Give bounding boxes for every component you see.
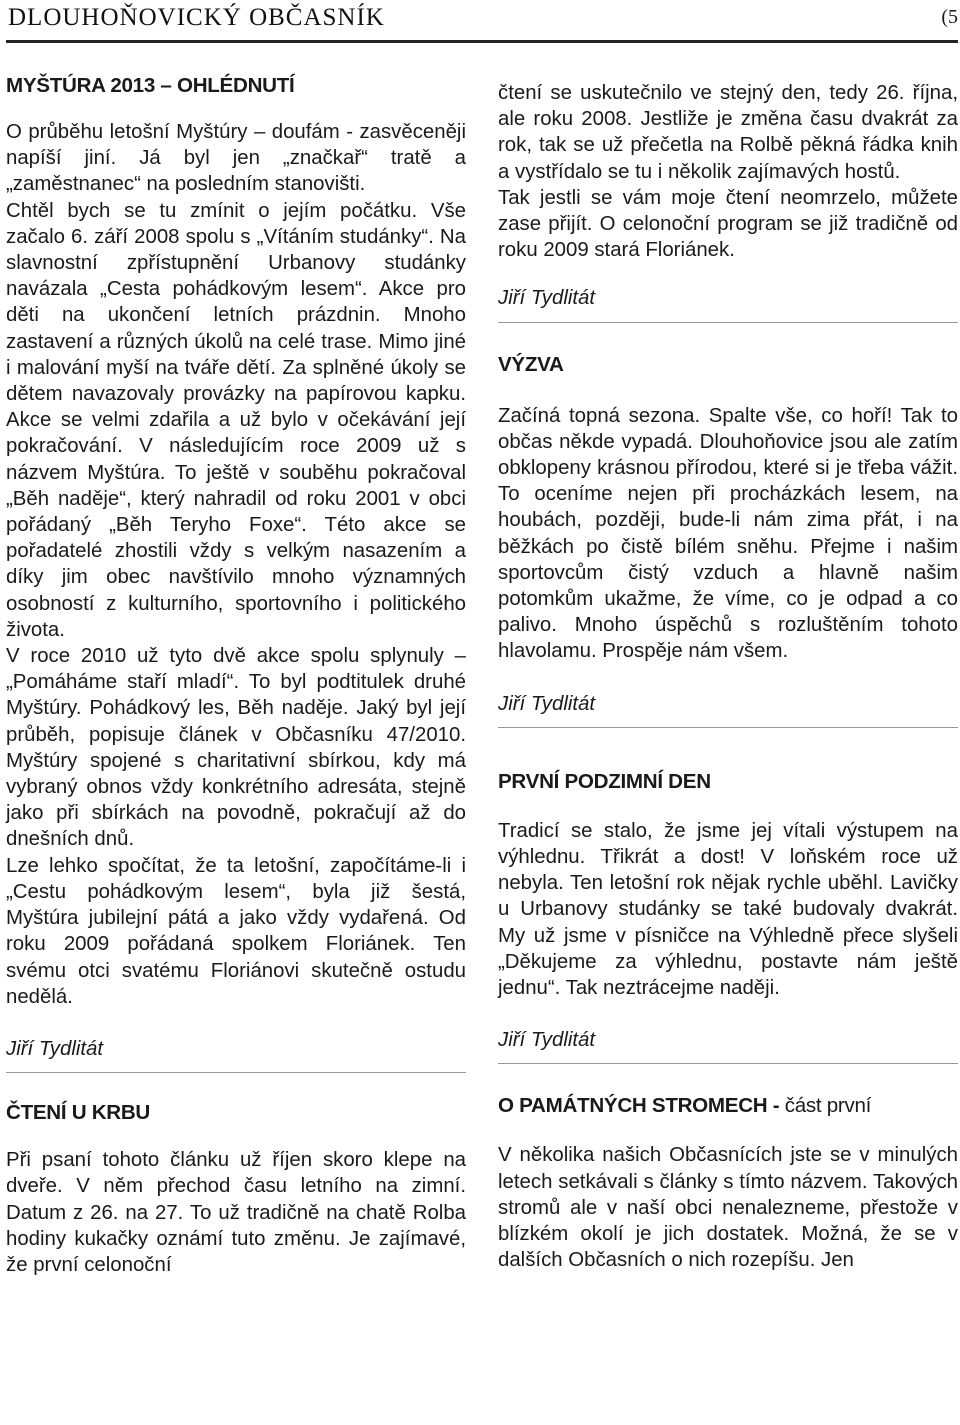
article-paragraph: O průběhu letošní Myštúry – doufám - zasvěceněji napíší jiní. Já byl jen „značkař“ tratě a „zaměstnanec“ na posledním stanovišti. bbox=[6, 121, 466, 196]
article-paragraph: čtení se uskutečnilo ve stejný den, tedy 26. října, ale roku 2008. Jestliže je změna času dvakrát za rok, tak se už přečetla na Rolbě pěkná řádka knih a vystřídalo se tu i několik zajímavých hostů. bbox=[498, 82, 958, 183]
article-signature: Jiří Tydlitát bbox=[498, 692, 596, 715]
article-paragraph: Začíná topná sezona. Spalte vše, co hoří! Tak to občas někde vypadá. Dlouhoňovice jsou ale zatím obklopeny krásnou přírodou, které si je třeba vážit. To oceníme nejen při procházkách lesem, na houbách, později, bude-li nám zima přát, i na běžkách po čistě bílém sněhu. Přejme i našim sportovcům čistý vzduch a hlavně našim potomkům ukažme, že víme, co je odpad a co palivo. Mnoho úspěchů s rozluštěním tohoto hlavolamu. Prospěje nám všem. bbox=[498, 404, 958, 663]
newsletter-title: DLOUHOŇOVICKÝ OBČASNÍK bbox=[8, 4, 385, 31]
header-rule bbox=[6, 40, 958, 43]
article-title-mystura: MYŠTÚRA 2013 – OHLÉDNUTÍ bbox=[6, 74, 295, 97]
article-paragraph: Lze lehko spočítat, že ta letošní, započítáme-li i „Cestu pohádkovým lesem“, byla již šestá, Myštúra jubilejní pátá a jako vždy vydařená. Od roku 2009 pořádaná spolkem Floriánek. Ten svému otci svatému Floriánovi skutečně ostudu nedělá. bbox=[6, 854, 466, 1008]
article-title-suffix: část první bbox=[784, 1094, 872, 1118]
article-title-prvni-podzimni-den: PRVNÍ PODZIMNÍ DEN bbox=[498, 769, 711, 793]
right-column bbox=[498, 80, 958, 1274]
article-signature: Jiří Tydlitát bbox=[6, 1037, 104, 1060]
article-signature: Jiří Tydlitát bbox=[498, 1029, 596, 1052]
article-paragraph: V roce 2010 už tyto dvě akce spolu splynuly – „Pomáháme staří mladí“. To byl podtitulek druhé Myštúry. Pohádkový les, Běh naděje. Jaký byl její průběh, popisuje článek v Občasníku 47/2010. Myštúry spojené s charitativní sbírkou, kdy má vybraný obnos vždy konkrétního adresáta, stejně jako při sbírkách na povodně, pokračují až do dnešních dnů. bbox=[6, 645, 466, 851]
article-paragraph: Při psaní tohoto článku už říjen skoro klepe na dveře. V něm přechod času letního na zimní. Datum z 26. na 27. To už tradičně na chatě Rolba hodiny kukačky oznámí tuto změnu. Je zajímavé, že první celonoční bbox=[6, 1149, 466, 1276]
article-signature: Jiří Tydlitát bbox=[498, 287, 596, 310]
article-paragraph: Chtěl bych se tu zmínit o jejím počátku. Vše začalo 6. září 2008 spolu s „Vítáním studánky“. Na slavnostní zpřístupnění Urbanovy studánky navázala „Cesta pohádkovým lesem“. Akce pro děti na ukončení letních prázdnin. Mnoho zastavení a různých úkolů na celé trase. Mimo jiné i malování myší na tváře dětí. Za splněné úkoly se dětem navazovaly provázky na papírovou kapku. Akce se velmi zdařila a už bylo v očekávání její pokračování. V následujícím roce 2009 už s názvem Myštúra. To ještě v souběhu pokračoval „Běh naděje“, který nahradil od roku 2001 v obci pořádaný „Běh Teryho Foxe“. Této akce se pořadatelé zhostili vždy s velkým nasazením a díky jim obec navštívilo mnoho významných osobností z kulturního, sportovního i politického života. bbox=[6, 199, 466, 641]
article-title-main: O PAMÁTNÝCH STROMECH - bbox=[498, 1094, 780, 1118]
article-title-o-pamatnych-stromech bbox=[498, 1094, 958, 1118]
left-column bbox=[6, 74, 466, 1278]
article-title-cteni-u-krbu: ČTENÍ U KRBU bbox=[6, 1101, 150, 1125]
article-paragraph: Tak jestli se vám moje čtení neomrzelo, můžete zase přijít. O celonoční program se již tradičně od roku 2009 stará Floriánek. bbox=[498, 186, 958, 262]
article-title-vyzva: VÝZVA bbox=[498, 352, 564, 376]
page-header bbox=[6, 0, 958, 40]
article-paragraph: V několika našich Občasnících jste se v minulých letech setkávali s články s tímto názvem. Takových stromů ale v naší obci nenalezneme, přestože v blízkém okolí je jich dostatek. Možná, že se v dalších Občasních o nich rozepíšu. Jen bbox=[498, 1144, 958, 1272]
article-paragraph: Tradicí se stalo, že jsme jej vítali výstupem na výhlednu. Třikrát a dost! V loňském roce už nebyla. Ten letošní rok nějak rychle uběhl. Lavičky u Urbanovy studánky se také budovaly dvakrát. My už jsme v písničce na Výhledně přece slyšeli „Děkujeme za výhlednu, postavte nám ještě jednu“. Tak neztrácejme naději. bbox=[498, 819, 958, 1000]
page-number: (5 bbox=[941, 6, 958, 28]
